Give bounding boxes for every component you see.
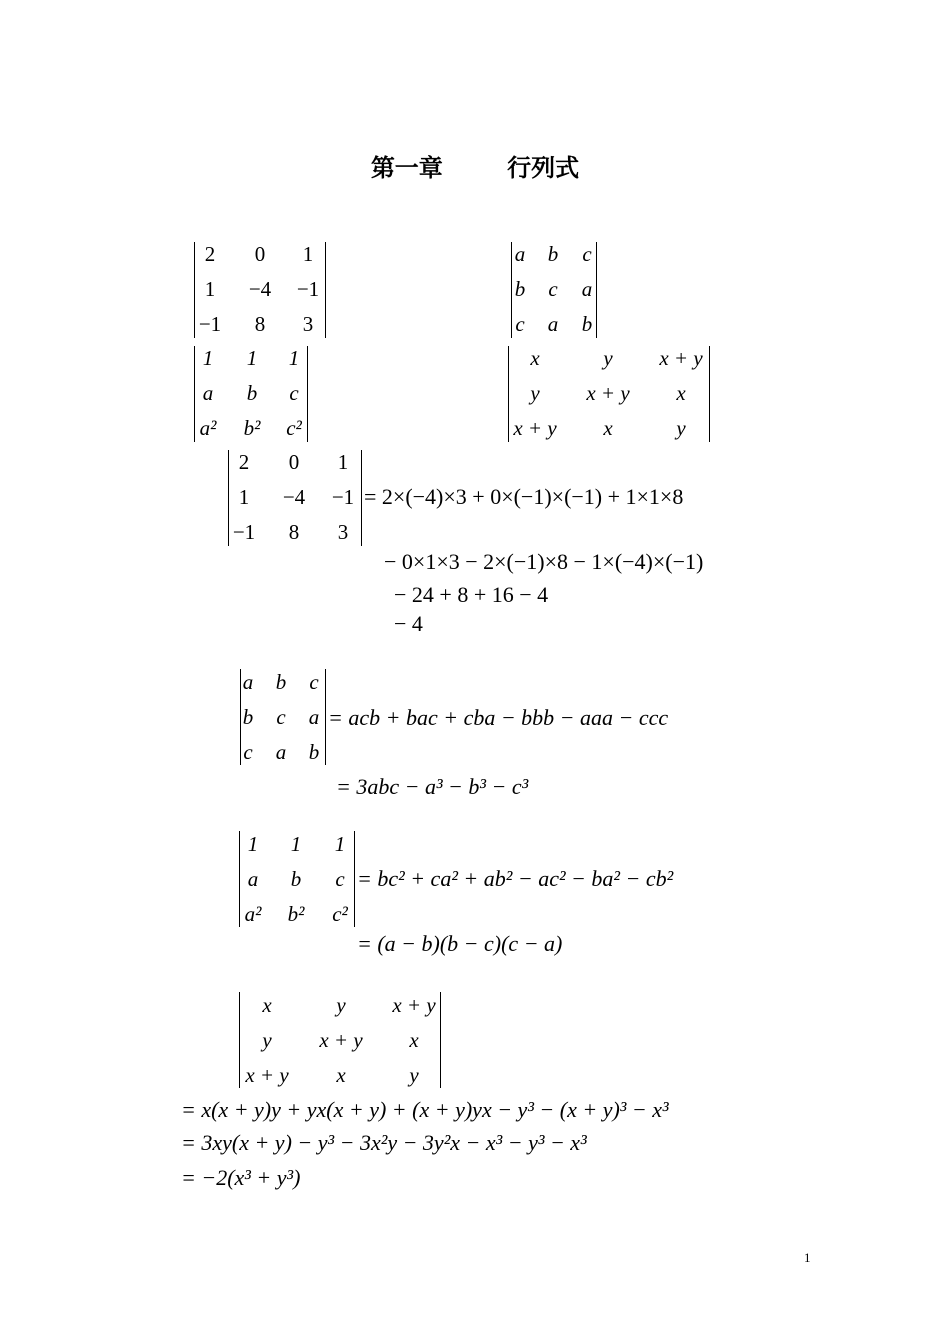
solution-2-cell-r2-c2: c (276, 705, 286, 729)
page-number: 1 (804, 1250, 811, 1265)
solution-4-cell-r3-c2: x (336, 1063, 346, 1087)
problem-3-cell-r1-c2: 1 (246, 346, 258, 370)
problem-4-cell-r3-c1: x + y (513, 416, 557, 440)
problem-4-cell-r2-c3: x (676, 381, 686, 405)
solution-2-cell-r2-c1: b (242, 705, 254, 729)
solution-4-cell-r1-c2: y (336, 993, 346, 1017)
solution-1-cell-r2-c1: 1 (238, 485, 250, 509)
problem-3-cell-r1-c3: 1 (288, 346, 300, 370)
problem-3-cell-r3-c1: a² (199, 416, 217, 440)
solution1-line3: − 24 + 8 + 16 − 4 (394, 582, 549, 607)
solution2-line1: = acb + bac + cba − bbb − aaa − ccc (328, 705, 669, 730)
solution-3-cell-r3-c2: b² (287, 902, 305, 926)
problem-3-cell-r2-c1: a (202, 381, 214, 405)
solution1-line4: − 4 (394, 611, 423, 636)
solution1-line1: = 2×(−4)×3 + 0×(−1)×(−1) + 1×1×8 (364, 484, 684, 509)
problem-3-cell-r3-c2: b² (243, 416, 261, 440)
solution-4-cell-r3-c1: x + y (245, 1063, 289, 1087)
problem-2-cell-r2-c1: b (514, 277, 526, 301)
solution-3-cell-r3-c1: a² (244, 902, 262, 926)
solution-4-cell-r2-c1: y (262, 1028, 272, 1052)
solution1-line2: − 0×1×3 − 2×(−1)×8 − 1×(−4)×(−1) (384, 549, 704, 574)
problem-2-cell-r1-c3: c (582, 242, 592, 266)
problem-1-cell-r1-c3: 1 (302, 242, 314, 266)
solution-3-cell-r3-c3: c² (332, 902, 348, 926)
problem-1-cell-r3-c2: 8 (254, 312, 266, 336)
solution-3-cell-r1-c2: 1 (290, 832, 302, 856)
problem-2-cell-r3-c2: a (547, 312, 559, 336)
solution3-line2: = (a − b)(b − c)(c − a) (357, 931, 563, 956)
solution2-line2: = 3abc − a³ − b³ − c³ (336, 774, 529, 799)
solution-2-cell-r3-c1: c (243, 740, 253, 764)
solution-1-cell-r3-c2: 8 (288, 520, 300, 544)
solution-1-cell-r1-c3: 1 (337, 450, 349, 474)
problem-1-cell-r2-c1: 1 (204, 277, 216, 301)
problem-2-cell-r3-c3: b (581, 312, 593, 336)
problem-1-cell-r1-c1: 2 (204, 242, 216, 266)
solution-1-cell-r2-c3: −1 (331, 485, 355, 509)
problem-1-cell-r3-c1: −1 (198, 312, 222, 336)
solution-4-cell-r1-c1: x (262, 993, 272, 1017)
problem-3-cell-r3-c3: c² (286, 416, 302, 440)
solution-1-cell-r2-c2: −4 (282, 485, 306, 509)
problem-1-cell-r3-c3: 3 (302, 312, 314, 336)
solution-3-cell-r1-c1: 1 (247, 832, 259, 856)
problem-4-cell-r1-c3: x + y (659, 346, 703, 370)
solution4-line3: = −2(x³ + y³) (181, 1165, 301, 1190)
solution-1-cell-r3-c3: 3 (337, 520, 349, 544)
solution-2-cell-r3-c2: a (275, 740, 287, 764)
solution-2-cell-r1-c1: a (242, 670, 254, 694)
solution-2-cell-r1-c2: b (275, 670, 287, 694)
problem-1-cell-r1-c2: 0 (254, 242, 266, 266)
solution4-line2: = 3xy(x + y) − y³ − 3x²y − 3y²x − x³ − y³ − x³ (181, 1130, 587, 1155)
solution-2-cell-r3-c3: b (308, 740, 320, 764)
solution-4-cell-r2-c2: x + y (319, 1028, 363, 1052)
solution-1-cell-r1-c2: 0 (288, 450, 300, 474)
solution-3-cell-r2-c3: c (335, 867, 345, 891)
problem-2-cell-r1-c2: b (547, 242, 559, 266)
problem-3-cell-r2-c3: c (289, 381, 299, 405)
problem-1-cell-r2-c3: −1 (296, 277, 320, 301)
problem-4-cell-r2-c2: x + y (586, 381, 630, 405)
solution-3-cell-r1-c3: 1 (334, 832, 346, 856)
solution-3-cell-r2-c1: a (247, 867, 259, 891)
problem-1-cell-r2-c2: −4 (248, 277, 272, 301)
solution-1-cell-r1-c1: 2 (238, 450, 250, 474)
solution-2-cell-r1-c3: c (309, 670, 319, 694)
solution-4-cell-r1-c3: x + y (392, 993, 436, 1017)
solution-4-cell-r2-c3: x (409, 1028, 419, 1052)
problem-2-cell-r2-c3: a (581, 277, 593, 301)
problem-2-cell-r2-c2: c (548, 277, 558, 301)
problem-4-cell-r3-c2: x (603, 416, 613, 440)
solution-4-cell-r3-c3: y (409, 1063, 419, 1087)
problem-3-cell-r2-c2: b (246, 381, 258, 405)
solution-1-cell-r3-c1: −1 (232, 520, 256, 544)
solution-2-cell-r2-c3: a (308, 705, 320, 729)
page-title: 第一章 行列式 (370, 154, 580, 182)
problem-2-cell-r3-c1: c (515, 312, 525, 336)
problem-4-cell-r1-c1: x (530, 346, 540, 370)
solution4-line1: = x(x + y)y + yx(x + y) + (x + y)yx − y³ − (x + y)³ − x³ (181, 1097, 669, 1122)
solution-3-cell-r2-c2: b (290, 867, 302, 891)
problem-3-cell-r1-c1: 1 (202, 346, 214, 370)
solution3-line1: = bc² + ca² + ab² − ac² − ba² − cb² (357, 866, 674, 891)
problem-4-cell-r2-c1: y (530, 381, 540, 405)
problem-4-cell-r1-c2: y (603, 346, 613, 370)
problem-2-cell-r1-c1: a (514, 242, 526, 266)
problem-4-cell-r3-c3: y (676, 416, 686, 440)
